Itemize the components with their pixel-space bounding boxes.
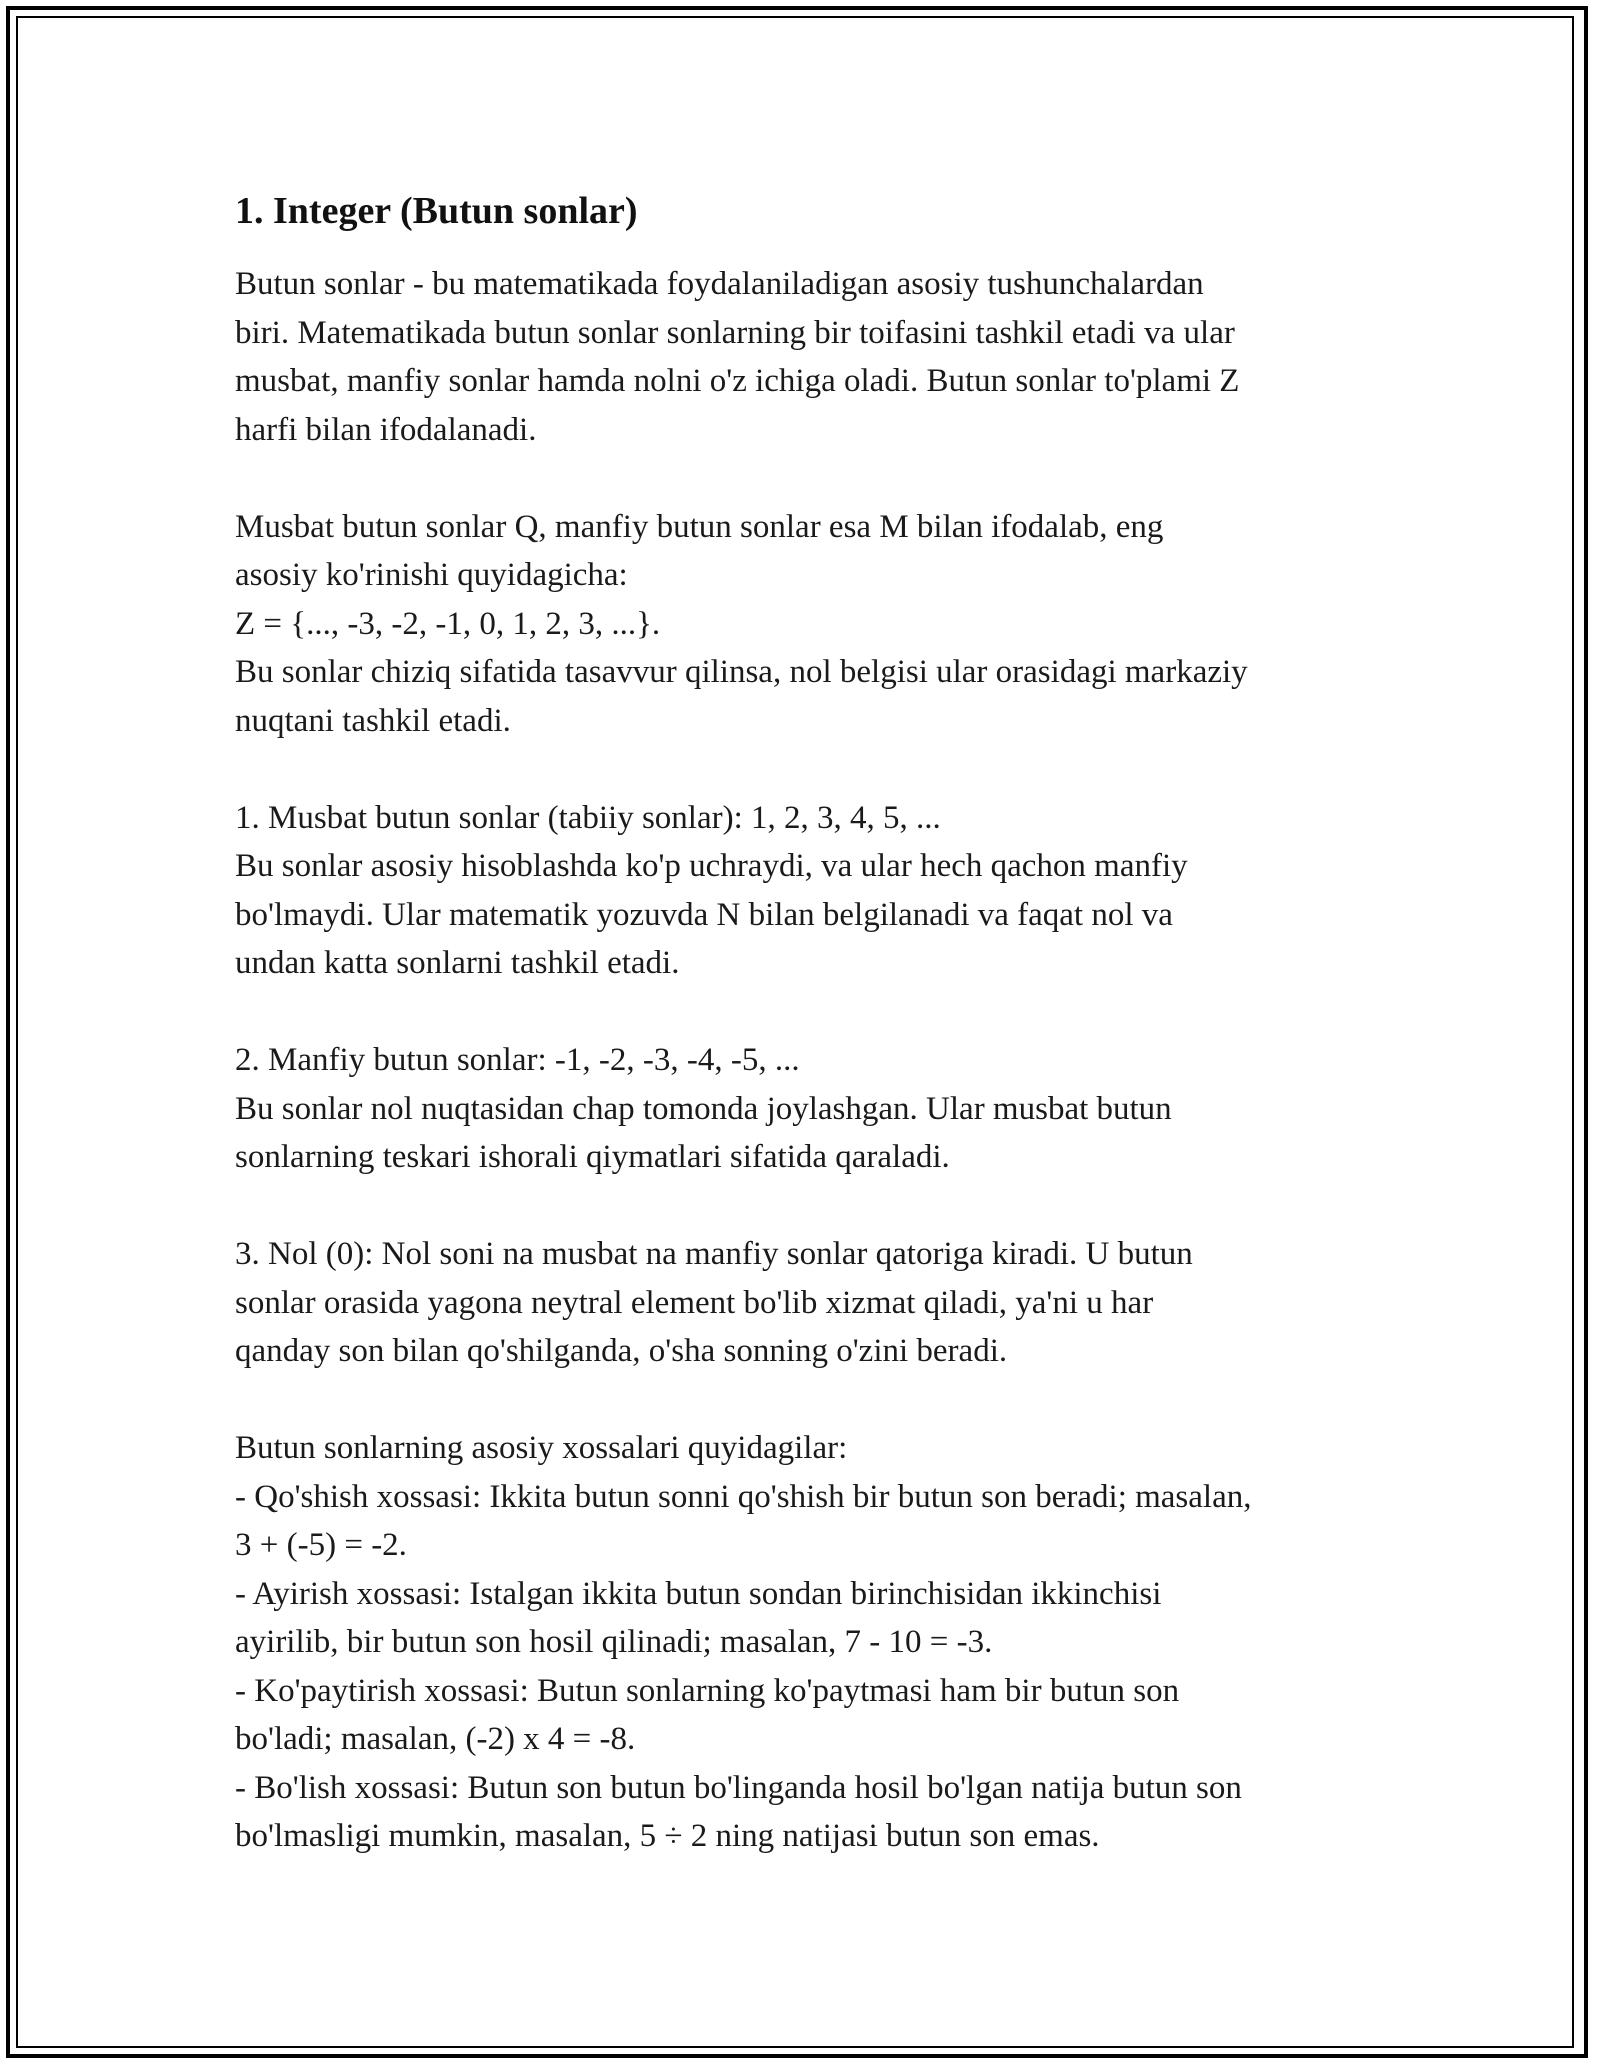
paragraph-zero [235, 1230, 1375, 1376]
text-line: 2. Manfiy butun sonlar: -1, -2, -3, -4, -5, ... [235, 1042, 800, 1078]
text-line: undan katta sonlarni tashkil etadi. [235, 945, 680, 981]
text-line: Butun sonlarning asosiy xossalari quyidagilar: [235, 1430, 848, 1466]
text-line: bo'lmaydi. Ular matematik yozuvda N bilan belgilanadi va faqat nol va [235, 896, 1173, 933]
text-line: - Qo'shish xossasi: Ikkita butun sonni qo'shish bir butun son beradi; masalan, [235, 1478, 1252, 1515]
text-line: Bu sonlar nol nuqtasidan chap tomonda joylashgan. Ular musbat butun [235, 1090, 1172, 1127]
text-line: harfi bilan ifodalanadi. [235, 411, 537, 448]
document-body [235, 186, 1375, 1909]
text-line: 3 + (-5) = -2. [235, 1527, 407, 1563]
text-line: biri. Matematikada butun sonlar sonlarning bir toifasini tashkil etadi va ular [235, 314, 1235, 351]
text-line: Butun sonlar - bu matematikada foydalaniladigan asosiy tushunchalardan [235, 266, 1204, 302]
paragraph-set-notation [235, 503, 1375, 746]
text-line: 1. Musbat butun sonlar (tabiiy sonlar): 1, 2, 3, 4, 5, ... [235, 799, 941, 836]
text-line: 3. Nol (0): Nol soni na musbat na manfiy sonlar qatoriga kiradi. U butun [235, 1236, 1193, 1272]
text-line: Musbat butun sonlar Q, manfiy butun sonlar esa M bilan ifodalab, eng [235, 508, 1164, 545]
paragraph-positive-integers [235, 794, 1375, 988]
text-line: sonlarning teskari ishorali qiymatlari sifatida qaraladi. [235, 1139, 950, 1175]
text-line: musbat, manfiy sonlar hamda nolni o'z ichiga oladi. Butun sonlar to'plami Z [235, 363, 1240, 399]
text-line: qanday son bilan qo'shilganda, o'sha sonning o'zini beradi. [235, 1333, 1008, 1369]
paragraph-negative-integers [235, 1036, 1375, 1182]
text-line: - Ayirish xossasi: Istalgan ikkita butun sondan birinchisidan ikkinchisi [235, 1575, 1162, 1612]
text-line: ayirilib, bir butun son hosil qilinadi; masalan, 7 - 10 = -3. [235, 1624, 993, 1660]
text-line: - Ko'paytirish xossasi: Butun sonlarning ko'paytmasi ham bir butun son [235, 1672, 1180, 1709]
text-line: Z = {..., -3, -2, -1, 0, 1, 2, 3, ...}. [235, 605, 661, 642]
text-line: bo'ladi; masalan, (-2) x 4 = -8. [235, 1721, 636, 1757]
paragraph-properties [235, 1424, 1375, 1861]
text-line: sonlar orasida yagona neytral element bo'lib xizmat qiladi, ya'ni u har [235, 1284, 1154, 1321]
section-heading: 1. Integer (Butun sonlar) [235, 190, 638, 232]
text-line: - Bo'lish xossasi: Butun son butun bo'linganda hosil bo'lgan natija butun son [235, 1769, 1242, 1806]
text-line: asosiy ko'rinishi quyidagicha: [235, 557, 628, 593]
paragraph-intro [235, 260, 1375, 454]
text-line: Bu sonlar asosiy hisoblashda ko'p uchraydi, va ular hech qachon manfiy [235, 848, 1188, 884]
text-line: Bu sonlar chiziq sifatida tasavvur qilinsa, nol belgisi ular orasidagi markaziy [235, 654, 1248, 690]
text-line: bo'lmasligi mumkin, masalan, 5 ÷ 2 ning natijasi butun son emas. [235, 1818, 1100, 1854]
text-line: nuqtani tashkil etadi. [235, 702, 511, 739]
